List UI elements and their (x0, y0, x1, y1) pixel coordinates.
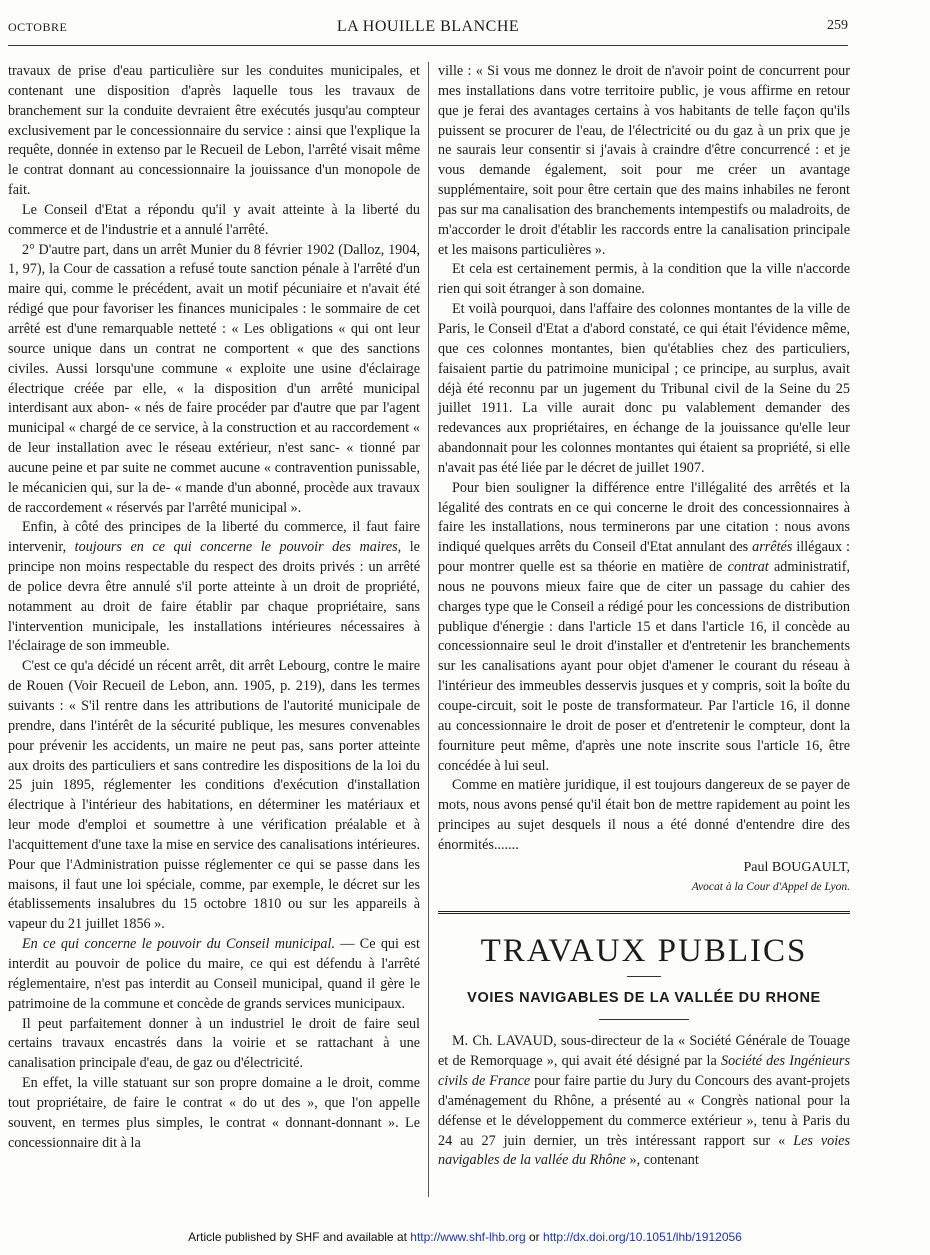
running-header (8, 14, 848, 40)
paragraph: 2° D'autre part, dans un arrêt Munier du 8 février 1902 (Dalloz, 1904, 1, 97), la Cour de cassation a refusé toute sanction pénale à l'arrêté d'un maire qui, comme le précédent, avait un motif pécuniaire et n'avait été rédigé que pour favoriser les finances municipales : le sommaire de cet arrêté est d'une remarquable netteté : « Les obligations « qui ont leur source unique dans un contrat ne comportent « que des sanctions civiles. Aussi lorsqu'une commune « exploite une usine d'éclairage électrique créée par elle, « la disposition d'un arrêté municipal interdisant aux abon- « nés de faire procéder par d'autre que par l'agent municipal « chargé de ce service, à la construction et au raccordement « de leur installation avec le réseau extérieur, n'est sanc- « tionné par aucune peine et par suite ne commet aucune « contravention punissable, le mécanicien qui, sur la de- « mande d'un abonné, procède aux travaux de raccordement « réservés par l'arrêté municipal ». (8, 241, 420, 516)
paragraph: Il peut parfaitement donner à un industriel le droit de faire seul certains travaux encastrés dans la voirie et se rattachant à une canalisation principale d'eau, de gaz ou d'électricité. (8, 1015, 420, 1072)
text-run: — Ce qui est interdit au pouvoir de police du maire, ce qui est défendu à l'arrêté réglementaire, n'est pas interdit au Conseil municipal, quand il gère le patrimoine de la commune et concède de grands services municipaux. (8, 936, 420, 1012)
paragraph (438, 1032, 850, 1171)
subtitle-rule (599, 1019, 689, 1020)
footer-link-doi[interactable]: http://dx.doi.org/10.1051/lhb/1912056 (543, 1230, 742, 1244)
paragraph: ville : « Si vous me donnez le droit de n'avoir point de concurrent pour mes installations dans votre territoire public, je vous affirme en retour que je ferai des avantages certains à vos habitants de telle façon qu'ils puissent se procurer de l'eau, de l'électricité ou du gaz à un prix que je ne saurais leur consentir si j'avais à craindre d'être concurrencé : et je vous demande également, soit pour me créer un avantage supplémentaire, soit pour être certain que des mains inhabiles ne feront pas sur ma canalisation des branchements intempestifs ou maladroits, de m'accorder le droit d'établir les raccords entre la canalisation principale et les maisons particulières ». (438, 63, 850, 258)
italic-run: Les voies navigables de la vallée du Rhône (438, 1132, 850, 1169)
text-run: le principe non moins respectable du respect des droits privés : un arrêté de police devra être annulé s'il porte atteinte à un droit de propriété, notamment au droit de faire établir par chaque propriétaire, sans l'intervention municipale, les installations intérieures nécessaires à l'éclairage de son immeuble. (8, 539, 420, 655)
header-month: OCTOBRE (8, 20, 68, 34)
paragraph: travaux de prise d'eau particulière sur les conduites municipales, et contenant une disposition d'après laquelle tous les travaux de branchement sur la conduite devraient être exécutés jusqu'au compteur exclusivement par le concessionnaire du service : ainsi que l'explique la requête, donnée in extenso par le Recueil de Lebon, l'arrêté visait même le contrat donnant au concessionnaire la jouissance d'un monopole de fait. (8, 63, 420, 199)
footer-link-shf[interactable]: http://www.shf-lhb.org (410, 1230, 526, 1244)
text-run: administratif, nous ne pouvons mieux faire que de citer un passage du cahier des charges type que le Conseil a rédigé pour les concessions de distribution publique d'énergie : dans l'article 15 et dans l'article 16, il concède au concessionnaire seul le droit d'installer et d'entretenir les branchements sur les canalisations ayant pour objet d'amener le courant du réseau à l'intérieur des immeubles desservis jusques et y compris, soit la boîte du coupe-circuit, soit le poste de transformateur. Par l'article 16, il donne au concessionnaire le droit de poser et d'entretenir le compteur, dont la fourniture peut même, d'après une note inscrite sous l'article 16, être concédée à lui seul. (438, 559, 850, 774)
author-name: Paul BOUGAULT, (743, 859, 850, 875)
title-rule (627, 976, 661, 977)
column-divider (428, 62, 429, 1197)
text-run: Pour bien souligner la différence entre l'illégalité des arrêtés et la légalité des contrats en ce qui concerne le droit des concessionnaires à faire les installations, nous terminerons par une citation : nous avons indiqué quelques arrêts du Conseil d'Etat annulant des (438, 479, 850, 556)
paragraph: Comme en matière juridique, il est toujours dangereux de se payer de mots, nous avons pensé qu'il était bon de mettre rapidement au point les principes au sujet desquels il nous a été donné d'entendre dire des énormités....... (438, 777, 850, 853)
italic-run: contrat (727, 559, 769, 576)
italic-run: toujours en ce qui concerne le pouvoir des maires, (74, 539, 402, 556)
section-title: TRAVAUX PUBLICS (480, 933, 808, 970)
journal-title: LA HOUILLE BLANCHE (336, 18, 520, 35)
footer-text: Article published by SHF and available at (188, 1230, 411, 1244)
text-run: pour faire partie du Jury du Concours des avant-projets d'aménagement du Rhône, a présenté au « Congrès national pour la défense et le développement du commerce extérieur », tenu à Paris du 24 au 27 juin dernier, un très intéressant rapport sur « (438, 1072, 850, 1149)
text-run: », contenant (625, 1152, 699, 1169)
paragraph (438, 479, 850, 777)
author-affiliation: Avocat à la Cour d'Appel de Lyon. (691, 880, 850, 893)
paragraph (8, 518, 420, 657)
footer-notice (0, 1230, 930, 1244)
left-column (8, 62, 420, 1153)
text-run: illégaux : pour montrer quelle est sa théorie en matière de (438, 539, 850, 576)
header-rule (8, 45, 848, 46)
paragraph: Et cela est certainement permis, à la condition que la ville n'accorde rien qui soit étranger à son domaine. (438, 261, 850, 298)
italic-run: arrêtés (752, 539, 793, 556)
text-run: M. Ch. LAVAUD, sous-directeur de la « Société Générale de Touage et de Remorquage », qui avait été désigné par la (438, 1033, 850, 1070)
italic-run: Société des Ingénieurs civils de France (438, 1053, 850, 1089)
paragraph (8, 935, 420, 1014)
page-number: 259 (827, 18, 848, 33)
right-column (438, 62, 850, 1171)
italic-run: En ce qui concerne le pouvoir du Conseil municipal. (22, 936, 335, 953)
section-rule (438, 911, 850, 914)
paragraph: Le Conseil d'Etat a répondu qu'il y avait atteinte à la liberté du commerce et de l'industrie et a annulé l'arrêté. (8, 201, 420, 238)
signature-block (438, 858, 850, 898)
section-subtitle: VOIES NAVIGABLES DE LA VALLÉE DU RHONE (467, 990, 821, 1007)
text-run: Enfin, à côté des principes de la liberté du commerce, il faut faire intervenir, (8, 519, 420, 556)
paragraph: C'est ce qu'a décidé un récent arrêt, dit arrêt Lebourg, contre le maire de Rouen (Voir Recueil de Lebon, ann. 1905, p. 219), dans les termes suivants : « S'il rentre dans les attributions de l'autorité municipale de prendre, dans l'intérêt de la sécurité publique, les mesures convenables pour prévenir les accidents, un maire ne peut pas, sans porter atteinte aux droits des particuliers et sans contredire les dispositions de la loi du 25 juin 1895, réglementer les conditions d'exécution d'installation électrique à l'intérieur des habitations, en déterminer les matériaux et leur mode d'emploi et soumettre à une vérification préalable et à l'acquittement d'une taxe la mise en service des canalisations intérieures. Pour que l'Administration puisse réglementer ce qui se passe dans les maisons, il faut une loi spéciale, comme, par exemple, le décret sur les établissements insalubres du 15 octobre 1810 ou sur les appareils à vapeur du 21 juillet 1856 ». (8, 658, 420, 933)
paragraph: Et voilà pourquoi, dans l'affaire des colonnes montantes de la ville de Paris, le Conseil d'Etat a d'abord constaté, ce qui était l'évidence même, que ces colonnes montantes, bien qu'établies chez des particuliers, faisaient partie du patrimoine municipal ; ce principe, au surplus, avait déjà été reconnu par un jugement du Tribunal civil de la Seine du 25 juillet 1911. La ville aurait donc pu valablement demander des redevances aux propriétaires, en échange de la jouissance qu'elle leur abandonnait pour les colonnes montantes qui étaient sa propriété, si elle n'avait pas été liée par le décret de juillet 1907. (438, 301, 850, 476)
footer-text: or (525, 1230, 544, 1244)
paragraph: En effet, la ville statuant sur son propre domaine a le droit, comme tout propriétaire, de faire le contrat « do ut des », que l'on appelle souvent, en termes plus simples, le contrat « donnant-donnant ». Le concessionnaire dit à la (8, 1075, 420, 1151)
